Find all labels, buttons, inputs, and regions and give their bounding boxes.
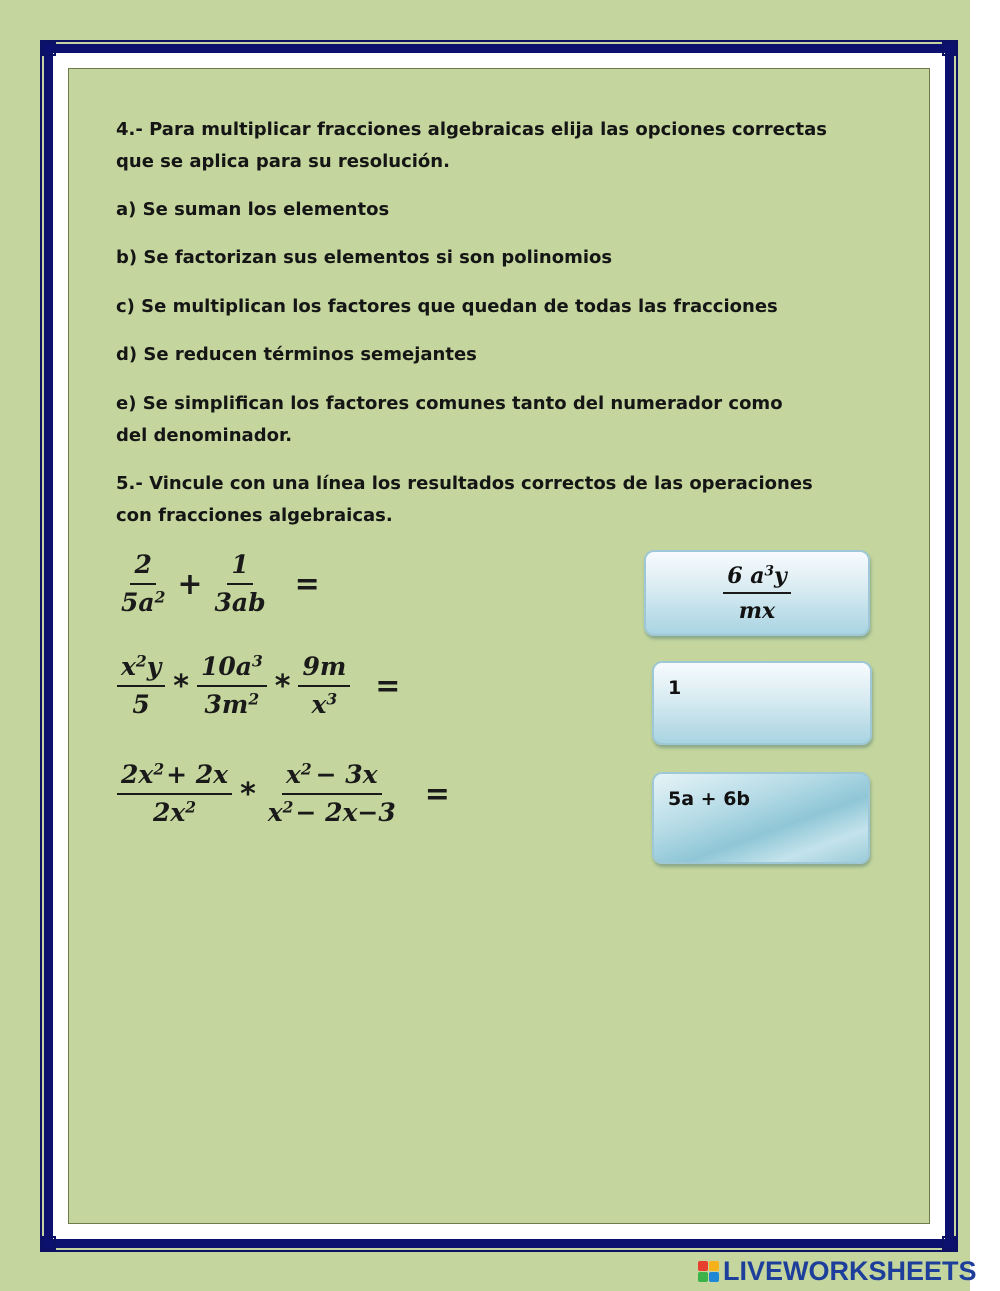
option-e: e) Se simplifican los factores comunes tanto del numerador como del denominador. bbox=[116, 393, 783, 446]
answer-box-2[interactable] bbox=[652, 661, 872, 745]
equation-2 bbox=[114, 652, 405, 720]
answer-box-1[interactable] bbox=[644, 550, 870, 636]
equation-3 bbox=[114, 760, 455, 828]
eq2-f1-numerator: $x^2y$ bbox=[117, 652, 165, 687]
eq2-fraction-3 bbox=[298, 652, 350, 720]
logo-square-i bbox=[709, 1261, 719, 1271]
eq2-multiply-sign-1: * bbox=[173, 668, 189, 704]
eq2-f3-denominator: $x^3$ bbox=[311, 689, 338, 719]
eq1-f2-denominator: 3ab bbox=[214, 588, 266, 617]
eq1-fraction-2 bbox=[211, 550, 270, 618]
eq1-f1-numerator: 2 bbox=[130, 550, 155, 585]
eq3-equals-sign: = bbox=[424, 776, 450, 812]
question-4-title: 4.- Para multiplicar fracciones algebraicas elija las opciones correctas que se aplica para su resolución. bbox=[116, 119, 827, 172]
eq2-fraction-2 bbox=[197, 652, 267, 720]
eq1-fraction-1 bbox=[117, 550, 169, 618]
option-a: a) Se suman los elementos bbox=[116, 199, 390, 220]
equation-1 bbox=[114, 550, 325, 618]
answer-2-text: 1 bbox=[668, 677, 682, 699]
eq1-f2-numerator: 1 bbox=[227, 550, 252, 585]
answer-1-denominator: mx bbox=[738, 597, 776, 624]
eq1-plus-sign: + bbox=[177, 566, 203, 602]
eq3-f2-numerator: $x^2 - 3x$ bbox=[282, 760, 382, 795]
eq3-f1-denominator: $2x^2$ bbox=[152, 797, 197, 827]
eq2-multiply-sign-2: * bbox=[274, 668, 291, 704]
logo-wordmark: LIVEWORKSHEETS bbox=[723, 1255, 977, 1286]
border-corner-bottom-right bbox=[942, 1236, 956, 1250]
logo-square-v bbox=[698, 1272, 708, 1282]
liveworksheets-logo bbox=[698, 1256, 977, 1286]
liveworksheets-mark-icon bbox=[698, 1261, 719, 1282]
eq2-f3-numerator: 9m bbox=[298, 652, 350, 687]
eq2-equals-sign: = bbox=[375, 668, 401, 704]
answer-box-3[interactable] bbox=[652, 772, 870, 864]
eq2-fraction-1 bbox=[117, 652, 165, 720]
eq3-fraction-2 bbox=[264, 760, 400, 828]
border-corner-top-right bbox=[942, 42, 956, 56]
answer-3-text: 5a + 6b bbox=[668, 788, 751, 810]
logo-square-e bbox=[709, 1272, 719, 1282]
eq3-fraction-1 bbox=[117, 760, 232, 828]
border-corner-top-left bbox=[42, 42, 56, 56]
eq1-f1-denominator: $5a^2$ bbox=[121, 587, 166, 617]
logo-square-l bbox=[698, 1261, 708, 1271]
answer-1-numerator: 6 $a^3y$ bbox=[723, 562, 791, 594]
eq2-f2-numerator: $10a^3$ bbox=[197, 652, 267, 687]
option-d: d) Se reducen términos semejantes bbox=[116, 344, 477, 365]
option-c: c) Se multiplican los factores que quedan de todas las fracciones bbox=[116, 296, 778, 317]
eq3-multiply-sign: * bbox=[240, 776, 256, 812]
eq1-equals-sign: = bbox=[294, 566, 320, 602]
option-b: b) Se factorizan sus elementos si son polinomios bbox=[116, 247, 613, 268]
eq3-f1-numerator: $2x^2+ 2x$ bbox=[117, 760, 232, 795]
answer-1-fraction bbox=[723, 562, 791, 625]
eq2-f1-denominator: 5 bbox=[132, 690, 150, 719]
border-corner-bottom-left bbox=[42, 1236, 56, 1250]
eq3-f2-denominator: $x^2- 2x-3$ bbox=[267, 797, 396, 827]
eq2-f2-denominator: $3m^2$ bbox=[204, 689, 260, 719]
question-5-title: 5.- Vincule con una línea los resultados correctos de las operaciones con fracciones algebraicas. bbox=[116, 473, 813, 526]
